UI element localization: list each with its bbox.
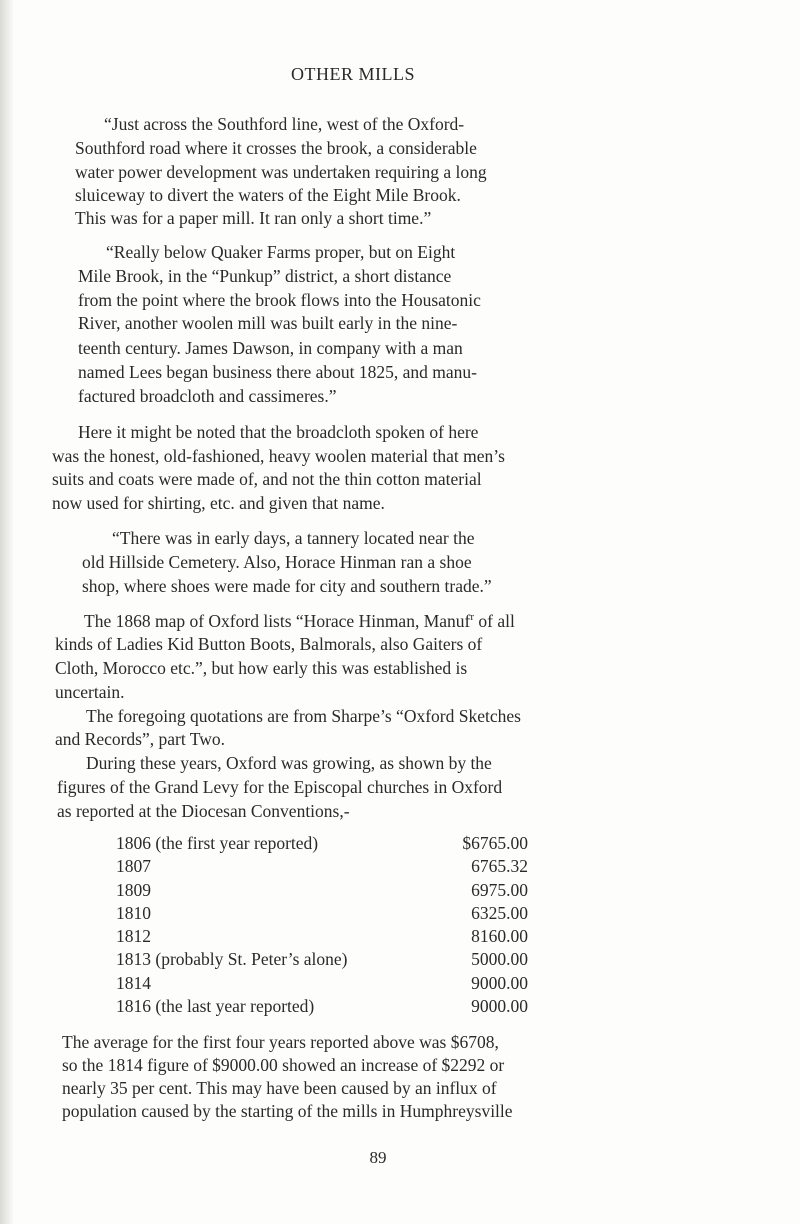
levy-amount: 6975.00 [471, 879, 528, 900]
levy-amount: $6765.00 [462, 833, 528, 853]
text-line: factured broadcloth and cassimeres.” [78, 386, 337, 406]
text-line: “Just across the Southford line, west of the Oxford- [104, 114, 465, 134]
levy-row [116, 880, 536, 903]
text-line: figures of the Grand Levy for the Episcopal churches in Oxford [57, 777, 503, 797]
levy-amount: 6325.00 [471, 902, 528, 923]
text-line: population caused by the starting of the mills in Humphreysville [62, 1101, 513, 1121]
text-line: The average for the first four years reported above was $6708, [62, 1032, 499, 1052]
levy-row [116, 973, 536, 996]
text-line: Here it might be noted that the broadcloth spoken of here [78, 422, 479, 442]
text-line: “There was in early days, a tannery located near the [112, 528, 475, 548]
text-line: The foregoing quotations are from Sharpe’s “Oxford Sketches [86, 706, 521, 726]
text-line: teenth century. James Dawson, in company with a man [78, 338, 463, 358]
text-span: The 1868 map of Oxford lists “Horace Hinman, Manuf [84, 610, 471, 631]
levy-year: 1816 (the last year reported) [116, 996, 315, 1017]
page-number: 89 [369, 1148, 387, 1167]
grand-levy-table [116, 833, 536, 1019]
levy-row [116, 996, 536, 1019]
levy-row [116, 949, 536, 972]
levy-row [116, 833, 536, 856]
text-line: Mile Brook, in the “Punkup” district, a short distance [78, 266, 452, 286]
text-line-map [84, 612, 515, 630]
page-title: OTHER MILLS [291, 64, 415, 84]
text-line: sluiceway to divert the waters of the Eight Mile Brook. [75, 185, 461, 205]
superscript-r: r [470, 611, 475, 623]
levy-amount: 6765.32 [471, 856, 528, 877]
text-line: kinds of Ladies Kid Button Boots, Balmorals, also Gaiters of [55, 634, 483, 654]
levy-year: 1810 [116, 902, 151, 923]
text-line: During these years, Oxford was growing, as shown by the [86, 753, 492, 773]
levy-row [116, 903, 536, 926]
text-line: uncertain. [55, 682, 125, 702]
levy-year: 1807 [116, 856, 151, 877]
text-line: old Hillside Cemetery. Also, Horace Hinman ran a shoe [82, 552, 472, 572]
levy-amount: 5000.00 [471, 949, 528, 970]
levy-year: 1813 (probably St. Peter’s alone) [116, 949, 348, 970]
text-line: and Records”, part Two. [55, 729, 226, 749]
levy-year: 1806 (the first year reported) [116, 833, 319, 853]
text-line: as reported at the Diocesan Conventions,- [57, 801, 350, 821]
text-line: was the honest, old-fashioned, heavy woolen material that men’s [52, 446, 505, 466]
text-line: nearly 35 per cent. This may have been caused by an influx of [62, 1078, 497, 1098]
text-line: water power development was undertaken requiring a long [75, 162, 487, 182]
levy-amount: 9000.00 [471, 996, 528, 1017]
levy-row [116, 926, 536, 949]
text-line: now used for shirting, etc. and given that name. [52, 493, 385, 513]
levy-amount: 8160.00 [471, 926, 528, 947]
text-line: “Really below Quaker Farms proper, but on Eight [106, 242, 456, 262]
text-line: named Lees began business there about 1825, and manu- [78, 362, 477, 382]
text-line: River, another woolen mill was built early in the nine- [78, 313, 458, 333]
text-line: so the 1814 figure of $9000.00 showed an increase of $2292 or [62, 1055, 505, 1075]
levy-year: 1809 [116, 879, 151, 900]
levy-year: 1812 [116, 926, 151, 947]
text-line: Southford road where it crosses the brook, a considerable [75, 138, 477, 158]
text-line: shop, where shoes were made for city and southern trade.” [82, 576, 492, 596]
text-line: from the point where the brook flows into the Housatonic [78, 290, 481, 310]
levy-amount: 9000.00 [471, 972, 528, 993]
text-line: suits and coats were made of, and not the thin cotton material [52, 469, 482, 489]
levy-year: 1814 [116, 972, 151, 993]
text-span: of all [474, 610, 515, 631]
text-line: Cloth, Morocco etc.”, but how early this was established is [55, 658, 468, 678]
levy-row [116, 856, 536, 879]
text-line: This was for a paper mill. It ran only a short time.” [75, 208, 432, 228]
